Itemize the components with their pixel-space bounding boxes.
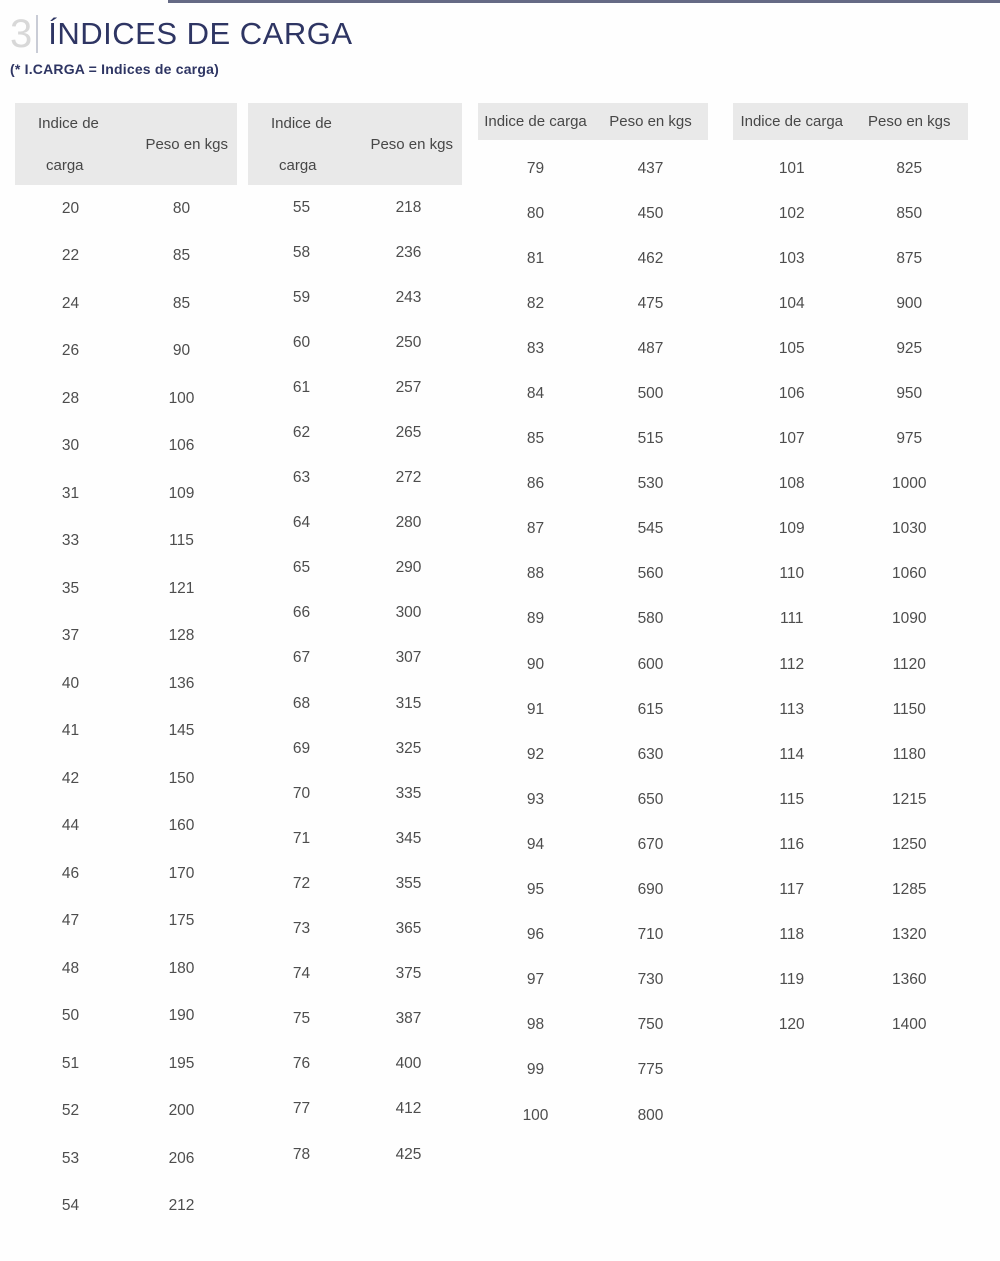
- load-index-value: 104: [778, 294, 805, 312]
- table-row: [733, 326, 968, 371]
- weight-value: 1120: [892, 655, 926, 673]
- index-header-line2: carga: [46, 157, 84, 174]
- weight-value: 475: [637, 294, 664, 312]
- weight-value: 800: [637, 1106, 664, 1124]
- table-2-body: [248, 185, 462, 1177]
- table-row: [733, 642, 968, 687]
- section-number: 3: [10, 12, 33, 56]
- weight-value: 355: [395, 874, 422, 892]
- load-index-value: 77: [292, 1100, 311, 1118]
- table-4-header: [733, 103, 968, 140]
- load-index-value: 91: [526, 700, 545, 718]
- load-index-value: 61: [292, 378, 311, 396]
- load-index-value: 71: [292, 829, 311, 847]
- weight-value: 387: [395, 1010, 422, 1028]
- load-index-value: 42: [61, 769, 80, 787]
- table-3-body: [478, 140, 708, 1138]
- weight-value: 160: [168, 817, 195, 835]
- load-index-value: 70: [292, 784, 311, 802]
- load-index-value: 87: [526, 520, 545, 538]
- table-row: [478, 913, 708, 958]
- weight-value: 710: [637, 926, 664, 944]
- table-row: [15, 375, 237, 423]
- weight-value: 615: [637, 700, 664, 718]
- load-index-value: 31: [61, 484, 80, 502]
- load-index-value: 47: [61, 912, 80, 930]
- table-row: [733, 687, 968, 732]
- weight-value: 515: [637, 430, 664, 448]
- table-row: [733, 146, 968, 191]
- table-row: [478, 597, 708, 642]
- weight-value: 437: [637, 159, 664, 177]
- load-index-value: 99: [526, 1061, 545, 1079]
- table-row: [733, 281, 968, 326]
- load-index-value: 111: [779, 610, 804, 628]
- table-row: [15, 708, 237, 756]
- table-row: [248, 1042, 462, 1087]
- weight-value: 365: [395, 920, 422, 938]
- weight-value: 170: [168, 864, 195, 882]
- load-index-value: 84: [526, 385, 545, 403]
- table-row: [733, 822, 968, 867]
- load-index-value: 58: [292, 243, 311, 261]
- weight-value: 1250: [892, 835, 927, 853]
- load-index-value: 117: [779, 881, 805, 899]
- weight-value: 670: [637, 835, 664, 853]
- table-row: [733, 958, 968, 1003]
- load-index-value: 107: [778, 430, 805, 448]
- weight-value: 335: [395, 784, 422, 802]
- weight-value: 180: [168, 959, 195, 977]
- table-row: [15, 233, 237, 281]
- load-index-value: 83: [526, 339, 545, 357]
- table-1-header: [15, 103, 237, 185]
- load-index-value: 110: [779, 565, 805, 583]
- table-row: [733, 236, 968, 281]
- weight-value: 750: [637, 1016, 664, 1034]
- weight-value: 290: [395, 559, 422, 577]
- weight-value: 1180: [892, 745, 926, 763]
- table-row: [15, 470, 237, 518]
- weight-value: 136: [168, 674, 195, 692]
- weight-value: 272: [395, 469, 422, 487]
- weight-value: 1360: [892, 971, 927, 989]
- table-row: [15, 850, 237, 898]
- weight-value: 1090: [892, 610, 927, 628]
- weight-value: 128: [168, 627, 195, 645]
- weight-value: 121: [168, 579, 195, 597]
- load-index-value: 116: [779, 835, 805, 853]
- load-index-value: 114: [779, 745, 805, 763]
- weight-value: 825: [896, 159, 923, 177]
- table-row: [478, 687, 708, 732]
- load-index-value: 113: [779, 700, 805, 718]
- table-row: [248, 275, 462, 320]
- load-index-value: 94: [526, 835, 545, 853]
- load-index-value: 40: [61, 674, 80, 692]
- load-index-value: 93: [526, 790, 545, 808]
- load-index-table-3: [478, 103, 708, 1138]
- table-1-body: [15, 185, 237, 1230]
- weight-value: 500: [637, 385, 664, 403]
- weight-value: 400: [395, 1055, 422, 1073]
- index-header-line1: Indice de: [38, 115, 99, 132]
- load-index-value: 82: [526, 294, 545, 312]
- weight-value: 200: [168, 1102, 195, 1120]
- load-index-value: 52: [61, 1102, 80, 1120]
- table-row: [248, 1087, 462, 1132]
- weight-value: 265: [395, 424, 422, 442]
- load-index-value: 73: [292, 920, 311, 938]
- load-index-value: 64: [292, 514, 311, 532]
- load-index-value: 33: [61, 532, 80, 550]
- load-index-value: 24: [61, 294, 80, 312]
- weight-value: 218: [395, 198, 422, 216]
- weight-value: 243: [395, 288, 422, 306]
- table-row: [248, 771, 462, 816]
- load-index-value: 119: [779, 971, 805, 989]
- load-index-value: 106: [778, 385, 805, 403]
- load-index-value: 108: [778, 475, 805, 493]
- table-row: [733, 913, 968, 958]
- table-row: [248, 365, 462, 410]
- weight-value: 150: [168, 769, 195, 787]
- weight-value: 462: [637, 249, 664, 267]
- table-row: [15, 993, 237, 1041]
- table-row: [15, 518, 237, 566]
- table-row: [15, 423, 237, 471]
- weight-value: 630: [637, 745, 664, 763]
- weight-value: 580: [637, 610, 664, 628]
- load-index-value: 75: [292, 1010, 311, 1028]
- weight-value: 325: [395, 739, 422, 757]
- weight-value: 109: [168, 484, 195, 502]
- table-row: [478, 1003, 708, 1048]
- table-row: [15, 660, 237, 708]
- weight-value: 257: [395, 378, 422, 396]
- load-index-value: 76: [292, 1055, 311, 1073]
- table-3-header: [478, 103, 708, 140]
- table-row: [15, 1135, 237, 1183]
- table-row: [478, 326, 708, 371]
- index-header-line1: Indice de: [271, 115, 332, 132]
- load-index-value: 26: [61, 342, 80, 360]
- load-index-value: 20: [61, 199, 80, 217]
- load-index-value: 51: [61, 1054, 80, 1072]
- table-row: [478, 281, 708, 326]
- table-row: [15, 898, 237, 946]
- weight-value: 300: [395, 604, 422, 622]
- table-row: [733, 597, 968, 642]
- load-index-value: 55: [292, 198, 311, 216]
- load-index-value: 88: [526, 565, 545, 583]
- table-row: [478, 732, 708, 777]
- load-index-value: 53: [61, 1149, 80, 1167]
- table-row: [248, 456, 462, 501]
- load-index-table-1: [15, 103, 237, 1230]
- weight-header: Peso en kgs: [145, 136, 228, 153]
- load-index-value: 69: [292, 739, 311, 757]
- weight-value: 85: [172, 294, 191, 312]
- weight-value: 1030: [892, 520, 927, 538]
- load-index-value: 95: [526, 881, 545, 899]
- table-row: [15, 280, 237, 328]
- weight-value: 1285: [892, 881, 927, 899]
- table-row: [248, 997, 462, 1042]
- load-index-value: 44: [61, 817, 80, 835]
- weight-header: Peso en kgs: [609, 113, 692, 130]
- weight-value: 545: [637, 520, 664, 538]
- table-row: [733, 732, 968, 777]
- load-index-value: 35: [61, 579, 80, 597]
- load-index-value: 22: [61, 247, 80, 265]
- load-index-value: 103: [778, 249, 805, 267]
- load-index-value: 79: [526, 159, 545, 177]
- weight-value: 1215: [892, 790, 927, 808]
- load-index-value: 102: [778, 204, 805, 222]
- table-row: [248, 952, 462, 997]
- table-row: [248, 320, 462, 365]
- table-row: [478, 642, 708, 687]
- load-index-value: 101: [778, 159, 805, 177]
- weight-value: 450: [637, 204, 664, 222]
- page-title: ÍNDICES DE CARGA: [48, 16, 353, 51]
- table-row: [248, 861, 462, 906]
- table-row: [478, 191, 708, 236]
- weight-value: 280: [395, 514, 422, 532]
- weight-value: 1000: [892, 475, 927, 493]
- table-row: [15, 1040, 237, 1088]
- weight-value: 190: [168, 1007, 195, 1025]
- table-row: [733, 552, 968, 597]
- load-index-value: 92: [526, 745, 545, 763]
- table-row: [478, 146, 708, 191]
- load-index-value: 118: [779, 926, 805, 944]
- load-index-value: 60: [292, 333, 311, 351]
- weight-value: 425: [395, 1145, 422, 1163]
- weight-value: 530: [637, 475, 664, 493]
- table-row: [478, 1048, 708, 1093]
- load-index-value: 41: [61, 722, 80, 740]
- table-row: [478, 417, 708, 462]
- table-row: [15, 1088, 237, 1136]
- load-index-value: 100: [522, 1106, 549, 1124]
- table-row: [248, 907, 462, 952]
- load-index-value: 37: [61, 627, 80, 645]
- table-row: [478, 552, 708, 597]
- table-row: [733, 507, 968, 552]
- load-index-value: 63: [292, 469, 311, 487]
- load-index-value: 46: [61, 864, 80, 882]
- load-index-value: 62: [292, 424, 311, 442]
- weight-value: 925: [896, 339, 923, 357]
- load-index-value: 65: [292, 559, 311, 577]
- load-index-value: 85: [526, 430, 545, 448]
- load-index-value: 54: [61, 1197, 80, 1215]
- table-row: [15, 185, 237, 233]
- load-index-value: 30: [61, 437, 80, 455]
- weight-header: Peso en kgs: [370, 136, 453, 153]
- table-row: [248, 546, 462, 591]
- weight-value: 487: [637, 339, 664, 357]
- table-row: [15, 803, 237, 851]
- load-index-value: 81: [526, 249, 545, 267]
- weight-value: 106: [168, 437, 195, 455]
- table-row: [15, 1183, 237, 1231]
- weight-value: 80: [172, 199, 191, 217]
- load-index-value: 50: [61, 1007, 80, 1025]
- table-row: [15, 755, 237, 803]
- load-index-value: 98: [526, 1016, 545, 1034]
- weight-value: 85: [172, 247, 191, 265]
- table-row: [15, 613, 237, 661]
- weight-value: 1150: [892, 700, 926, 718]
- weight-value: 115: [169, 532, 194, 550]
- table-row: [478, 371, 708, 416]
- load-index-value: 48: [61, 959, 80, 977]
- weight-value: 100: [168, 389, 195, 407]
- weight-value: 412: [395, 1100, 422, 1118]
- weight-value: 206: [168, 1149, 195, 1167]
- table-row: [733, 191, 968, 236]
- weight-value: 975: [896, 430, 923, 448]
- weight-value: 690: [637, 881, 664, 899]
- weight-value: 1400: [892, 1016, 927, 1034]
- document-header: [10, 14, 353, 77]
- table-row: [478, 868, 708, 913]
- load-index-value: 89: [526, 610, 545, 628]
- load-index-value: 74: [292, 965, 311, 983]
- table-row: [15, 565, 237, 613]
- table-row: [248, 410, 462, 455]
- weight-value: 212: [168, 1197, 195, 1215]
- index-header: Indice de carga: [740, 113, 844, 130]
- table-row: [478, 236, 708, 281]
- table-row: [248, 185, 462, 230]
- table-row: [248, 636, 462, 681]
- load-index-value: 78: [292, 1145, 311, 1163]
- load-index-value: 28: [61, 389, 80, 407]
- table-row: [478, 1093, 708, 1138]
- table-row: [733, 1003, 968, 1048]
- table-row: [248, 501, 462, 546]
- weight-value: 236: [395, 243, 422, 261]
- load-index-table-4: [733, 103, 968, 1048]
- load-index-value: 90: [526, 655, 545, 673]
- table-row: [733, 462, 968, 507]
- load-index-value: 86: [526, 475, 545, 493]
- table-row: [15, 328, 237, 376]
- load-index-value: 120: [778, 1016, 805, 1034]
- weight-value: 650: [637, 790, 664, 808]
- load-index-value: 112: [779, 655, 805, 673]
- weight-value: 560: [637, 565, 664, 583]
- load-index-value: 66: [292, 604, 311, 622]
- index-header: Indice de carga: [484, 113, 587, 130]
- weight-value: 345: [395, 829, 422, 847]
- load-index-value: 80: [526, 204, 545, 222]
- load-index-value: 105: [778, 339, 805, 357]
- weight-value: 250: [395, 333, 422, 351]
- table-row: [248, 816, 462, 861]
- load-index-value: 97: [526, 971, 545, 989]
- load-index-table-2: [248, 103, 462, 1177]
- weight-value: 730: [637, 971, 664, 989]
- table-row: [733, 371, 968, 416]
- weight-value: 195: [168, 1054, 195, 1072]
- weight-value: 175: [168, 912, 195, 930]
- weight-value: 875: [896, 249, 923, 267]
- page-subtitle: (* I.CARGA = Indices de carga): [10, 61, 219, 78]
- top-rule: [168, 0, 1000, 3]
- load-index-value: 59: [292, 288, 311, 306]
- load-index-value: 67: [292, 649, 311, 667]
- table-row: [733, 777, 968, 822]
- load-index-value: 68: [292, 694, 311, 712]
- load-index-value: 72: [292, 874, 311, 892]
- weight-header: Peso en kgs: [867, 113, 951, 130]
- table-row: [478, 822, 708, 867]
- table-row: [248, 726, 462, 771]
- weight-value: 600: [637, 655, 664, 673]
- section-divider: [36, 15, 38, 53]
- weight-value: 1320: [892, 926, 927, 944]
- table-row: [248, 230, 462, 275]
- table-row: [733, 417, 968, 462]
- table-row: [248, 681, 462, 726]
- weight-value: 950: [896, 385, 923, 403]
- weight-value: 775: [637, 1061, 664, 1079]
- table-row: [478, 507, 708, 552]
- table-row: [15, 945, 237, 993]
- table-row: [478, 777, 708, 822]
- weight-value: 1060: [892, 565, 927, 583]
- weight-value: 145: [168, 722, 195, 740]
- table-row: [478, 958, 708, 1003]
- title-row: [10, 14, 353, 54]
- table-row: [733, 868, 968, 913]
- load-index-value: 109: [778, 520, 805, 538]
- table-row: [478, 462, 708, 507]
- weight-value: 850: [896, 204, 923, 222]
- weight-value: 900: [896, 294, 923, 312]
- index-header-line2: carga: [279, 157, 317, 174]
- weight-value: 307: [395, 649, 422, 667]
- weight-value: 315: [395, 694, 422, 712]
- load-index-value: 115: [779, 790, 805, 808]
- table-row: [248, 1132, 462, 1177]
- weight-value: 375: [395, 965, 422, 983]
- weight-value: 90: [172, 342, 191, 360]
- table-2-header: [248, 103, 462, 185]
- table-row: [248, 591, 462, 636]
- load-index-value: 96: [526, 926, 545, 944]
- table-4-body: [733, 140, 968, 1048]
